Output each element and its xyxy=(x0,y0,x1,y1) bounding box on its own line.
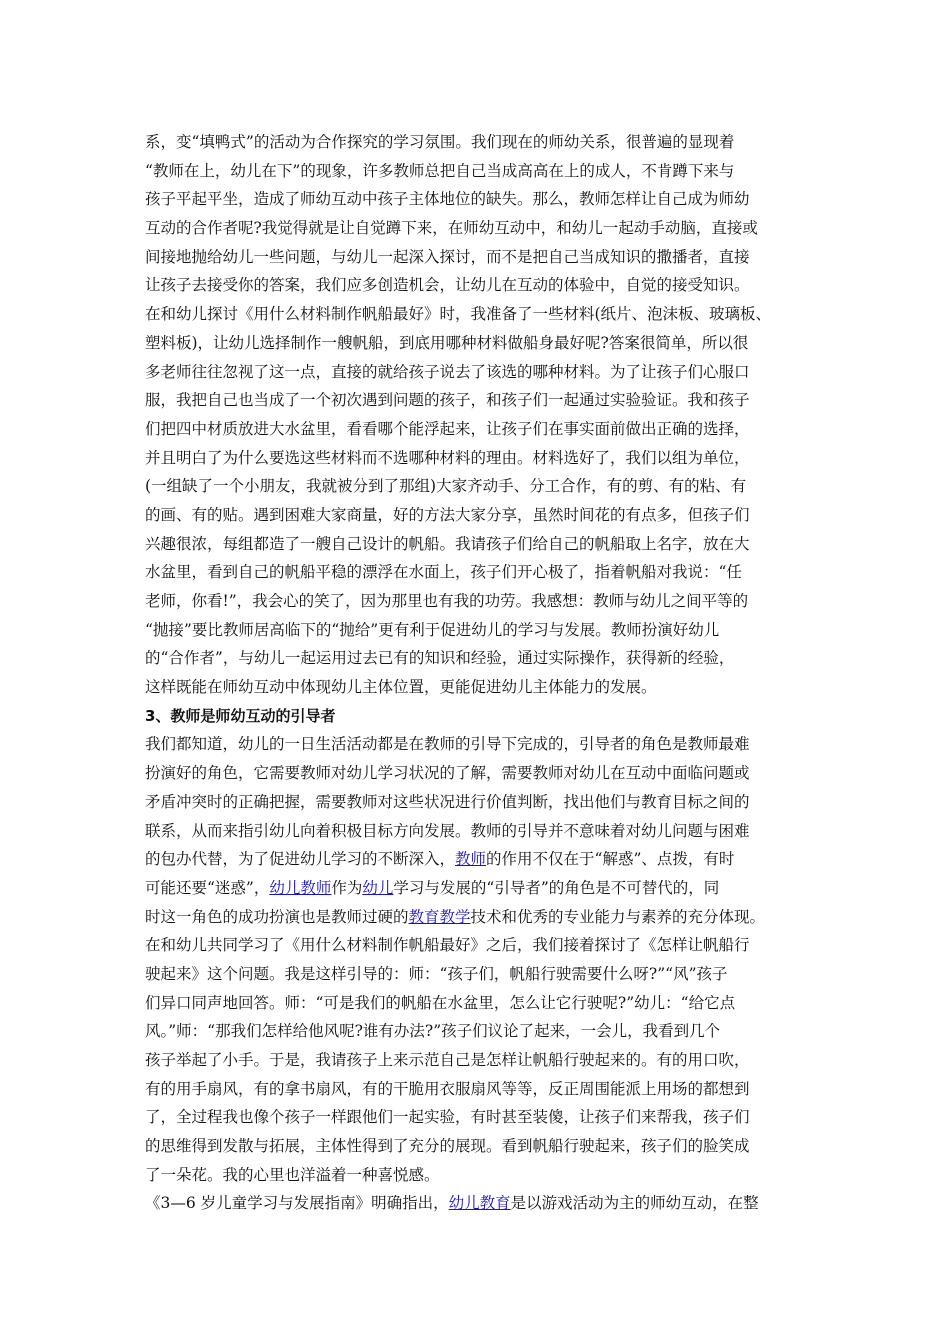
text-line: “教师在上，幼儿在下”的现象，许多教师总把自己当成高高在上的成人，不肯蹲下来与 xyxy=(145,161,735,180)
text-line: 间接地抛给幼儿一些问题，与幼儿一起深入探讨，而不是把自己当成知识的撒播者，直接 xyxy=(145,247,750,266)
text-line: 服，我把自己也当成了一个初次遇到问题的孩子，和孩子们一起通过实验验证。我和孩子 xyxy=(145,391,750,410)
text-line: 们把四中材质放进大水盆里，看看哪个能浮起来，让孩子们在事实面前做出正确的选择， xyxy=(145,419,750,438)
text-line: 的画、有的贴。遇到困难大家商量，好的方法大家分享，虽然时间花的有点多，但孩子们 xyxy=(145,505,750,524)
text-line: 扮演好的角色，它需要教师对幼儿学习状况的了解，需要教师对幼儿在互动中面临问题或 xyxy=(145,764,750,783)
text-line: 们异口同声地回答。师：“可是我们的帆船在水盆里，怎么让它行驶呢?”幼儿：“给它点 xyxy=(145,993,736,1012)
link-child[interactable]: 幼儿 xyxy=(362,878,394,897)
text-line: 联系，从而来指引幼儿向着积极目标方向发展。教师的引导并不意味着对幼儿问题与困难 xyxy=(145,821,750,840)
text-line: 孩子平起平坐，造成了师幼互动中孩子主体地位的缺失。那么，教师怎样让自己成为师幼 xyxy=(145,190,750,209)
paragraph-guide xyxy=(145,730,813,1189)
text-span: 时这一角色的成功扮演也是教师过硬的 xyxy=(145,907,409,926)
link-early-education[interactable]: 幼儿教育 xyxy=(448,1194,511,1213)
text-line xyxy=(145,903,813,932)
text-line: 老师，你看!”，我会心的笑了，因为那里也有我的功劳。我感想：教师与幼儿之间平等的 xyxy=(145,592,749,610)
text-line: (一组缺了一个小朋友，我就被分到了那组)大家齐动手、分工合作，有的剪、有的粘、有 xyxy=(145,477,747,496)
text-line: 这样既能在师幼互动中体现幼儿主体位置，更能促进幼儿主体能力的发展。 xyxy=(145,678,657,697)
link-preschool-teacher[interactable]: 幼儿教师 xyxy=(269,878,332,897)
document-page xyxy=(145,128,813,1218)
text-span: 学习与发展的“引导者”的角色是不可替代的，同 xyxy=(393,878,720,897)
text-line: 风。”师：“那我们怎样给他风呢?谁有办法?”孩子们议论了起来，一会儿，我看到几个 xyxy=(145,1022,721,1041)
text-line: 有的用手扇风，有的拿书扇风，有的干脆用衣服扇风等等，反正周围能派上用场的都想到 xyxy=(145,1079,750,1098)
text-line: 矛盾冲突时的正确把握，需要教师对这些状况进行价值判断，找出他们与教育目标之间的 xyxy=(145,792,750,811)
text-line: 的“合作者”，与幼儿一起运用过去已有的知识和经验，通过实际操作，获得新的经验， xyxy=(145,649,735,668)
section-heading: 3、教师是师幼互动的引导者 xyxy=(145,706,336,725)
text-line xyxy=(145,874,813,903)
link-teacher[interactable]: 教师 xyxy=(455,850,487,869)
text-span: 是以游戏活动为主的师幼互动，在整 xyxy=(510,1194,759,1213)
text-line: 在和幼儿共同学习了《用什么材料制作帆船最好》之后，我们接着探讨了《怎样让帆船行 xyxy=(145,936,750,955)
text-line: 互动的合作者呢?我觉得就是让自觉蹲下来，在师幼互动中，和幼儿一起动手动脑，直接或 xyxy=(145,219,758,238)
text-line: 让孩子去接受你的答案，我们应多创造机会，让幼儿在互动的体验中，自觉的接受知识。 xyxy=(145,276,750,295)
text-line: 系，变“填鸭式”的活动为合作探究的学习氛围。我们现在的师幼关系，很普遍的显现着 xyxy=(145,133,735,151)
text-span: 的作用不仅在于“解惑”、点拨，有时 xyxy=(486,850,735,869)
text-span: 技术和优秀的专业能力与素养的充分体现。 xyxy=(470,907,766,926)
text-line: “抛接”要比教师居高临下的“抛给”更有利于促进幼儿的学习与发展。教师扮演好幼儿 xyxy=(145,620,720,639)
text-span: 《3—6 岁儿童学习与发展指南》明确指出， xyxy=(145,1194,449,1213)
text-line: 孩子举起了小手。于是，我请孩子上来示范自己是怎样让帆船行驶起来的。有的用口吹， xyxy=(145,1051,750,1069)
text-line: 了一朵花。我的心里也洋溢着一种喜悦感。 xyxy=(145,1165,440,1184)
text-line xyxy=(145,1189,813,1218)
link-education-teaching[interactable]: 教育教学 xyxy=(408,907,471,926)
text-span: 作为 xyxy=(331,878,363,897)
text-line: 并且明白了为什么要选这些材料而不选哪种材料的理由。材料选好了，我们以组为单位， xyxy=(145,448,750,467)
text-line: 多老师往往忽视了这一点，直接的就给孩子说去了该选的哪种材料。为了让孩子们心服口 xyxy=(145,362,750,381)
text-line: 驶起来》这个问题。我是这样引导的：师：“孩子们，帆船行驶需要什么呀?”“风”孩子 xyxy=(145,964,728,983)
text-line: 的思维得到发散与拓展，主体性得到了充分的展现。看到帆船行驶起来，孩子们的脸笑成 xyxy=(145,1137,750,1156)
text-line: 在和幼儿探讨《用什么材料制作帆船最好》时，我准备了一些材料(纸片、泡沫板、玻璃板、 xyxy=(145,305,772,324)
paragraph-cooperator xyxy=(145,128,813,702)
text-line: 了，全过程我也像个孩子一样跟他们一起实验，有时甚至装傻，让孩子们来帮我，孩子们 xyxy=(145,1108,750,1127)
text-line: 水盆里，看到自己的帆船平稳的漂浮在水面上，孩子们开心极了，指着帆船对我说：“任 xyxy=(145,563,742,582)
text-span: 可能还要“迷惑”， xyxy=(145,878,270,897)
text-line: 兴趣很浓，每组都造了一艘自己设计的帆船。我请孩子们给自己的帆船取上名字，放在大 xyxy=(145,534,750,553)
paragraph-guidelines xyxy=(145,1189,813,1218)
text-line: 我们都知道，幼儿的一日生活活动都是在教师的引导下完成的，引导者的角色是教师最难 xyxy=(145,735,750,754)
text-line xyxy=(145,845,813,874)
text-line: 塑料板)，让幼儿选择制作一艘帆船，到底用哪种材料做船身最好呢?答案很简单，所以很 xyxy=(145,333,749,352)
text-span: 的包办代替，为了促进幼儿学习的不断深入， xyxy=(145,850,456,869)
